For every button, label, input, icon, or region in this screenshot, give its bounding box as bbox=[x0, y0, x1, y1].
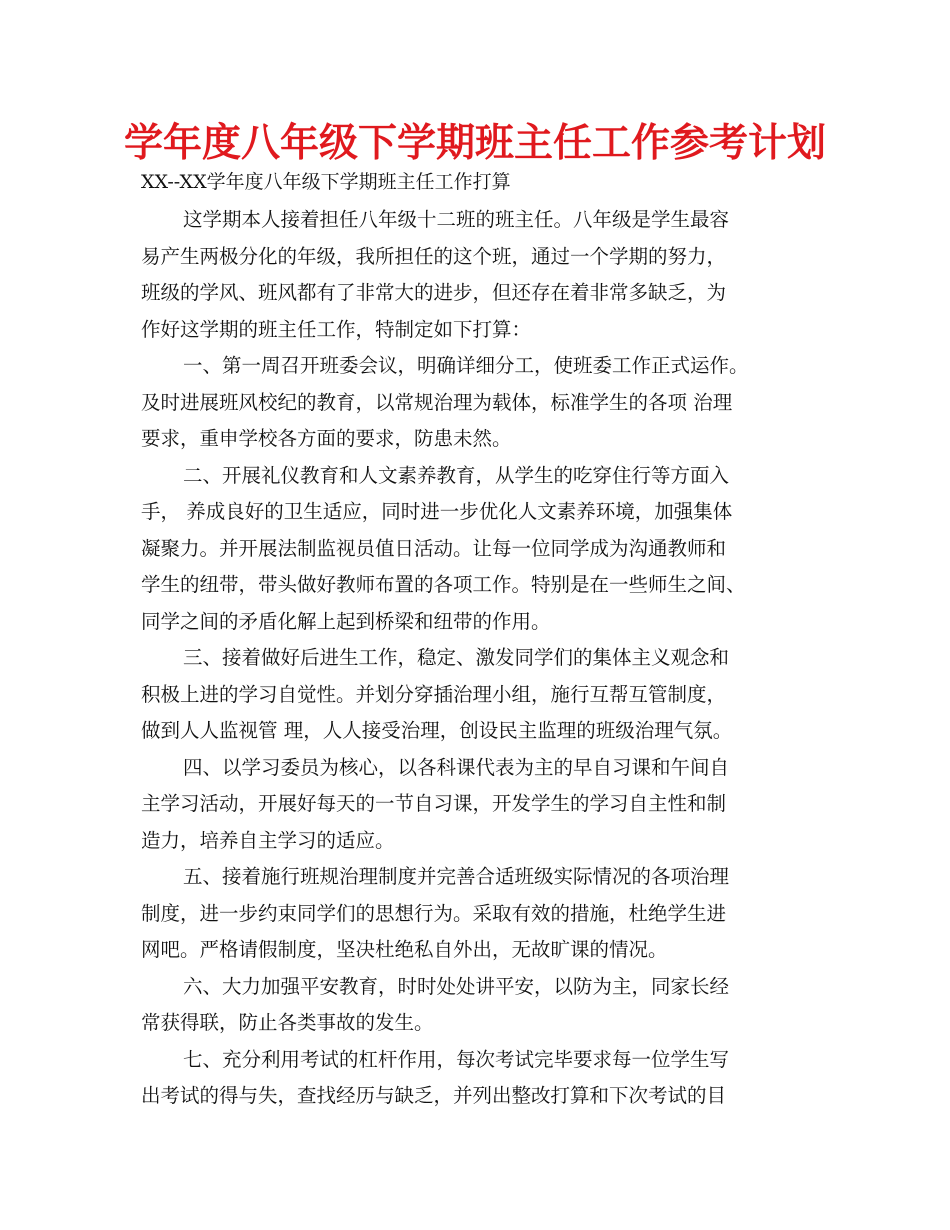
paragraph-line: 学生的纽带，带头做好教师布置的各项工作。特别是在一些师生之间、 bbox=[141, 573, 746, 596]
paragraph-line: 二、开展礼仪教育和人文素养教育，从学生的吃穿住行等方面入 bbox=[183, 463, 730, 487]
paragraph-line: 七、充分利用考试的杠杆作用，每次考试完毕要求每一位学生写 bbox=[183, 1047, 730, 1071]
paragraph-line: 凝聚力。并开展法制监视员值日活动。让每一位同学成为沟通教师和 bbox=[141, 536, 727, 560]
paragraph-line: 三、接着做好后进生工作，稳定、激发同学们的集体主义观念和 bbox=[183, 646, 730, 669]
paragraph-line: 主学习活动，开展好每天的一节自习课，开发学生的学习自主性和制 bbox=[141, 792, 727, 815]
paragraph-line: 一、第一周召开班委会议，明确详细分工，使班委工作正式运作。 bbox=[183, 354, 749, 377]
paragraph-line: 及时进展班风校纪的教育，以常规治理为载体，标准学生的各项 治理 bbox=[141, 390, 733, 414]
paragraph-line: 班级的学风、班风都有了非常大的进步，但还存在着非常多缺乏，为 bbox=[141, 281, 727, 304]
paragraph-line: 五、接着施行班规治理制度并完善合适班级实际情况的各项治理 bbox=[183, 865, 730, 888]
paragraph-line: 要求，重申学校各方面的要求，防患未然。 bbox=[141, 427, 512, 450]
paragraph-line: 出考试的得与失，查找经历与缺乏，并列出整改打算和下次考试的目 bbox=[141, 1084, 727, 1107]
paragraph-line: 网吧。严格请假制度，坚决杜绝私自外出，无故旷课的情况。 bbox=[141, 938, 668, 961]
paragraph-line: 做到人人监视管 理，人人接受治理，创设民主监理的班级治理气氛。 bbox=[141, 719, 733, 742]
paragraph-line: 易产生两极分化的年级，我所担任的这个班，通过一个学期的努力， bbox=[141, 244, 727, 268]
paragraph-line: 常获得联，防止各类事故的发生。 bbox=[141, 1011, 434, 1034]
document-body bbox=[141, 202, 831, 1115]
paragraph-line: 作好这学期的班主任工作，特制定如下打算： bbox=[141, 317, 532, 341]
paragraph-line: 制度，进一步约束同学们的思想行为。采取有效的措施，杜绝学生进 bbox=[141, 901, 727, 925]
document-subtitle: XX--XX学年度八年级下学期班主任工作打算 bbox=[141, 171, 511, 193]
paragraph-line: 手， 养成良好的卫生适应，同时进一步优化人文素养环境，加强集体 bbox=[141, 500, 733, 523]
paragraph-line: 造力，培养自主学习的适应。 bbox=[141, 828, 395, 852]
paragraph-line: 四、以学习委员为核心，以各科课代表为主的早自习课和午间自 bbox=[183, 755, 730, 779]
paragraph-line: 积极上进的学习自觉性。并划分穿插治理小组，施行互帮互管制度， bbox=[141, 682, 727, 706]
document-title: 学年度八年级下学期班主任工作参考计划 bbox=[123, 121, 826, 166]
paragraph-line: 同学之间的矛盾化解上起到桥梁和纽带的作用。 bbox=[141, 609, 551, 633]
paragraph-line: 六、大力加强平安教育，时时处处讲平安，以防为主，同家长经 bbox=[183, 974, 730, 998]
paragraph-line: 这学期本人接着担任八年级十二班的班主任。八年级是学生最容 bbox=[183, 208, 730, 231]
